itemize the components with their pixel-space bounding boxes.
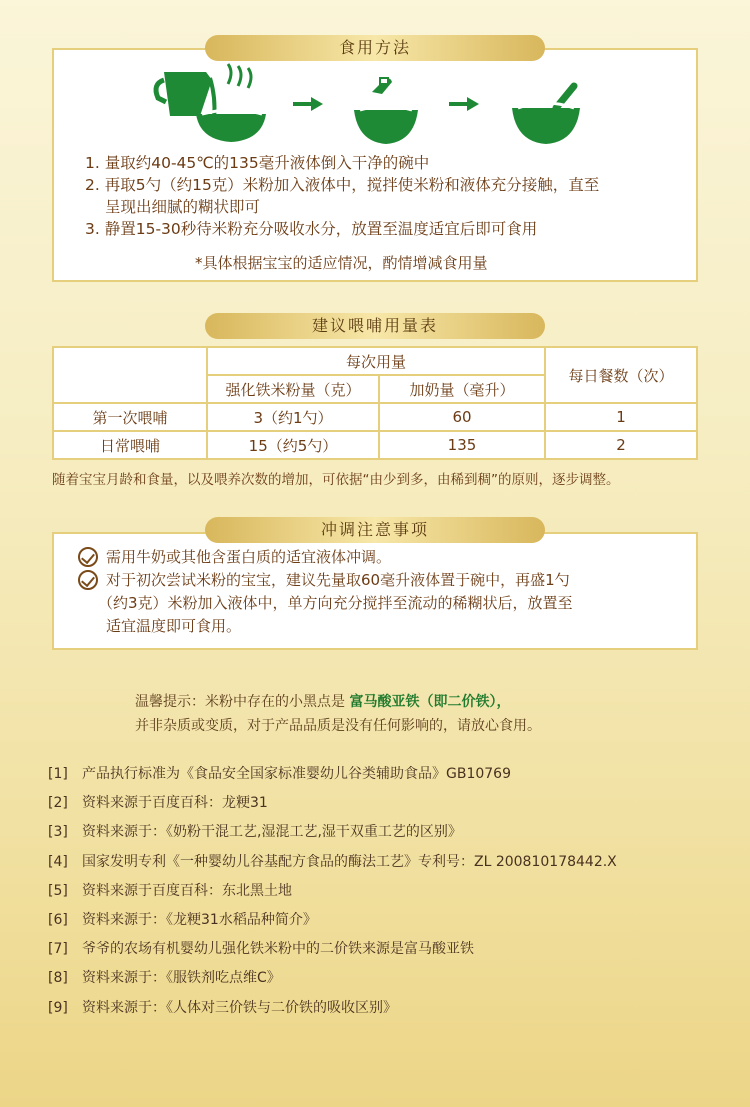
reference-text: 资料来源于：《人体对三价铁与二价铁的吸收区别》 xyxy=(82,999,397,1016)
caution-item-line: （约3克）米粉加入液体中，单方向充分搅拌至流动的稀糊状后，放置至 xyxy=(98,594,573,612)
reference-text: 资料来源于：《服铁剂吃点维C》 xyxy=(82,970,281,987)
reference-text: 产品执行标准为《食品安全国家标准婴幼儿谷类辅助食品》GB10769 xyxy=(82,766,511,782)
reference-text: 资料来源于百度百科：东北黑土地 xyxy=(82,882,292,899)
method-steps xyxy=(85,152,599,240)
row-label: 第一次喂哺 xyxy=(53,403,207,431)
arrow-right-icon xyxy=(449,97,479,111)
col-meals-header: 每日餐数（次） xyxy=(545,347,697,403)
step-2-cont: 呈现出细腻的糊状即可 xyxy=(105,198,261,216)
step-2: 2. 再取5勺（约15克）米粉加入液体中，搅拌使米粉和液体充分接触，直至 xyxy=(85,176,600,194)
reference-num: [4] xyxy=(48,853,68,870)
pitcher-pour-icon xyxy=(150,62,270,146)
cell-powder: 3（约1勺） xyxy=(207,403,379,431)
tip-prefix: 温馨提示：米粉中存在的小黑点是 xyxy=(135,694,345,710)
reference-text: 资料来源于：《龙粳31水稻品种简介》 xyxy=(82,912,317,929)
caution-title: 冲调注意事项 xyxy=(205,517,545,543)
caution-list xyxy=(78,546,573,638)
cell-milk: 60 xyxy=(379,403,545,431)
tip-line2: 并非杂质或变质，对于产品品质是没有任何影响的，请放心食用。 xyxy=(135,718,541,734)
caution-item-line: 适宜温度即可食用。 xyxy=(106,617,242,635)
reference-num: [9] xyxy=(48,999,68,1016)
reference-item xyxy=(48,789,617,818)
col-milk-header: 加奶量（毫升） xyxy=(379,375,545,403)
method-title: 食用方法 xyxy=(205,35,545,61)
row-label: 日常喂哺 xyxy=(53,431,207,459)
reference-item xyxy=(48,818,617,847)
caution-item-text: 需用牛奶或其他含蛋白质的适宜液体冲调。 xyxy=(106,548,392,566)
cell-meals: 1 xyxy=(545,403,697,431)
reference-num: [3] xyxy=(48,824,68,841)
group-header: 每次用量 xyxy=(207,347,545,375)
tip-highlight: 富马酸亚铁（即二价铁）， xyxy=(349,694,511,710)
table-row xyxy=(53,431,697,459)
reference-item xyxy=(48,877,617,906)
reference-text: 资料来源于：《奶粉干混工艺,湿混工艺,湿干双重工艺的区别》 xyxy=(82,824,462,841)
reference-text: 国家发明专利《一种婴幼儿谷基配方食品的酶法工艺》专利号：ZL 200810178442.X xyxy=(82,853,617,870)
method-note: *具体根据宝宝的适应情况，酌情增减食用量 xyxy=(195,254,488,272)
arrow-right-icon xyxy=(293,97,323,111)
caution-item xyxy=(78,546,573,569)
reference-item xyxy=(48,760,617,789)
reference-num: [5] xyxy=(48,882,68,899)
dosage-table xyxy=(52,346,698,460)
table-corner xyxy=(53,347,207,403)
bowl-stir-icon xyxy=(508,78,584,146)
reference-item xyxy=(48,906,617,935)
reference-num: [1] xyxy=(48,766,68,782)
col-powder-header: 强化铁米粉量（克） xyxy=(207,375,379,403)
spoon-scoop-icon xyxy=(350,74,422,146)
check-circle-icon xyxy=(78,570,98,590)
reference-item xyxy=(48,994,617,1023)
reference-num: [8] xyxy=(48,970,68,987)
reference-text: 资料来源于百度百科：龙粳31 xyxy=(82,795,268,812)
reference-num: [6] xyxy=(48,912,68,929)
reference-item xyxy=(48,848,617,877)
cell-powder: 15（约5勺） xyxy=(207,431,379,459)
caution-item xyxy=(78,569,573,638)
dosage-title: 建议喂哺用量表 xyxy=(205,313,545,339)
table-row xyxy=(53,403,697,431)
reference-text: 爷爷的农场有机婴幼儿强化铁米粉中的二价铁来源是富马酸亚铁 xyxy=(82,941,474,958)
warm-tip xyxy=(135,690,541,738)
dosage-note: 随着宝宝月龄和食量，以及喂养次数的增加，可依据“由少到多，由稀到稠”的原则，逐步调整。 xyxy=(52,472,620,488)
reference-num: [7] xyxy=(48,941,68,958)
reference-num: [2] xyxy=(48,795,68,812)
reference-item xyxy=(48,964,617,993)
caution-item-line: 对于初次尝试米粉的宝宝，建议先量取60毫升液体置于碗中，再盛1勺 xyxy=(106,571,570,589)
step-3: 3. 静置15-30秒待米粉充分吸收水分，放置至温度适宜后即可食用 xyxy=(85,220,538,238)
references xyxy=(48,760,617,1023)
reference-item xyxy=(48,935,617,964)
cell-meals: 2 xyxy=(545,431,697,459)
cell-milk: 135 xyxy=(379,431,545,459)
check-circle-icon xyxy=(78,547,98,567)
step-1: 1. 量取约40-45℃的135毫升液体倒入干净的碗中 xyxy=(85,154,430,172)
